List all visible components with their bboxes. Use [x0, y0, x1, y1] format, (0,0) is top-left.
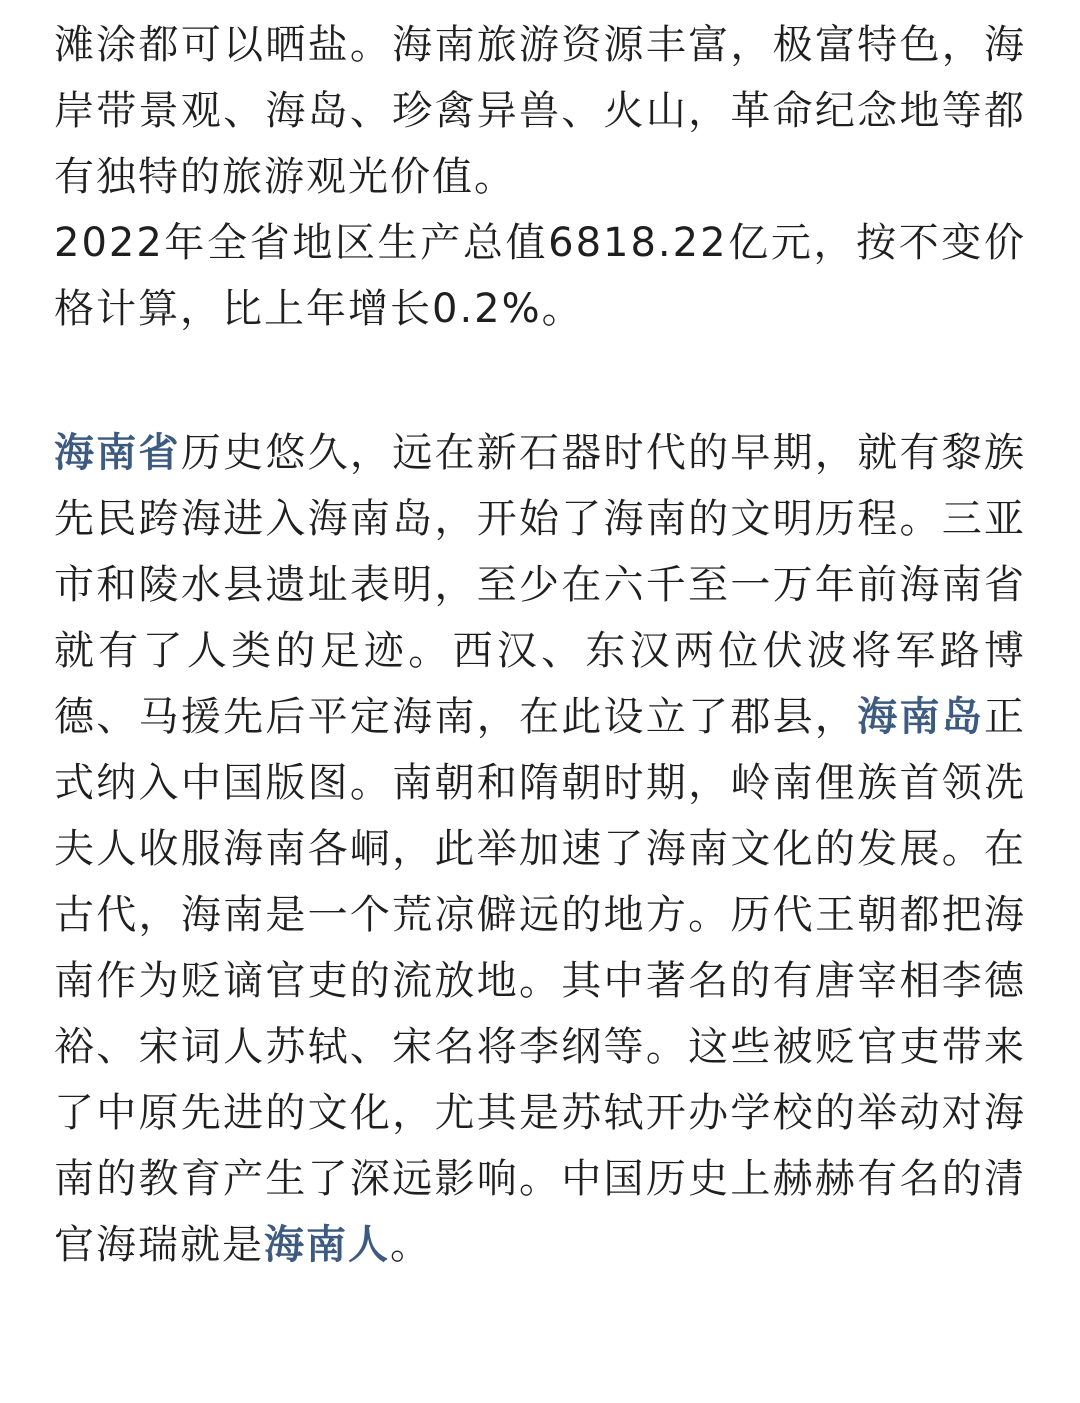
- paragraph-tourism-text: 滩涂都可以晒盐。海南旅游资源丰富，极富特色，海岸带景观、海岛、珍禽异兽、火山，革命纪念地等都有独特的旅游观光价值。: [54, 22, 1026, 200]
- article-body: [54, 0, 1026, 1278]
- link-hainan-province[interactable]: 海南省: [54, 430, 181, 476]
- link-hainan-island[interactable]: 海南岛: [857, 694, 985, 740]
- link-hainan-people[interactable]: 海南人: [264, 1222, 390, 1268]
- history-text-part-1: 历史悠久，远在新石器时代的早期，就有黎族先民跨海进入海南岛，开始了海南的文明历程。三亚市和陵水县遗址表明，至少在六千至一万年前海南省就有了人类的足迹。西汉、东汉两位伏波将军路博德、马援先后平定海南，在此设立了郡县，: [54, 430, 1027, 740]
- paragraph-gdp-text: 2022年全省地区生产总值6818.22亿元，按不变价格计算，比上年增长0.2%。: [54, 220, 1026, 332]
- history-text-part-3: 。: [390, 1222, 432, 1268]
- history-text-part-2: 正式纳入中国版图。南朝和隋朝时期，岭南俚族首领冼夫人收服海南各峒，此举加速了海南文化的发展。在古代，海南是一个荒凉僻远的地方。历代王朝都把海南作为贬谪官吏的流放地。其中著名的有唐宰相李德裕、宋词人苏轼、宋名将李纲等。这些被贬官吏带来了中原先进的文化，尤其是苏轼开办学校的举动对海南的教育产生了深远影响。中国历史上赫赫有名的清官海瑞就是: [54, 694, 1027, 1268]
- paragraph-tourism: [54, 0, 1026, 342]
- paragraph-history: [54, 420, 1026, 1278]
